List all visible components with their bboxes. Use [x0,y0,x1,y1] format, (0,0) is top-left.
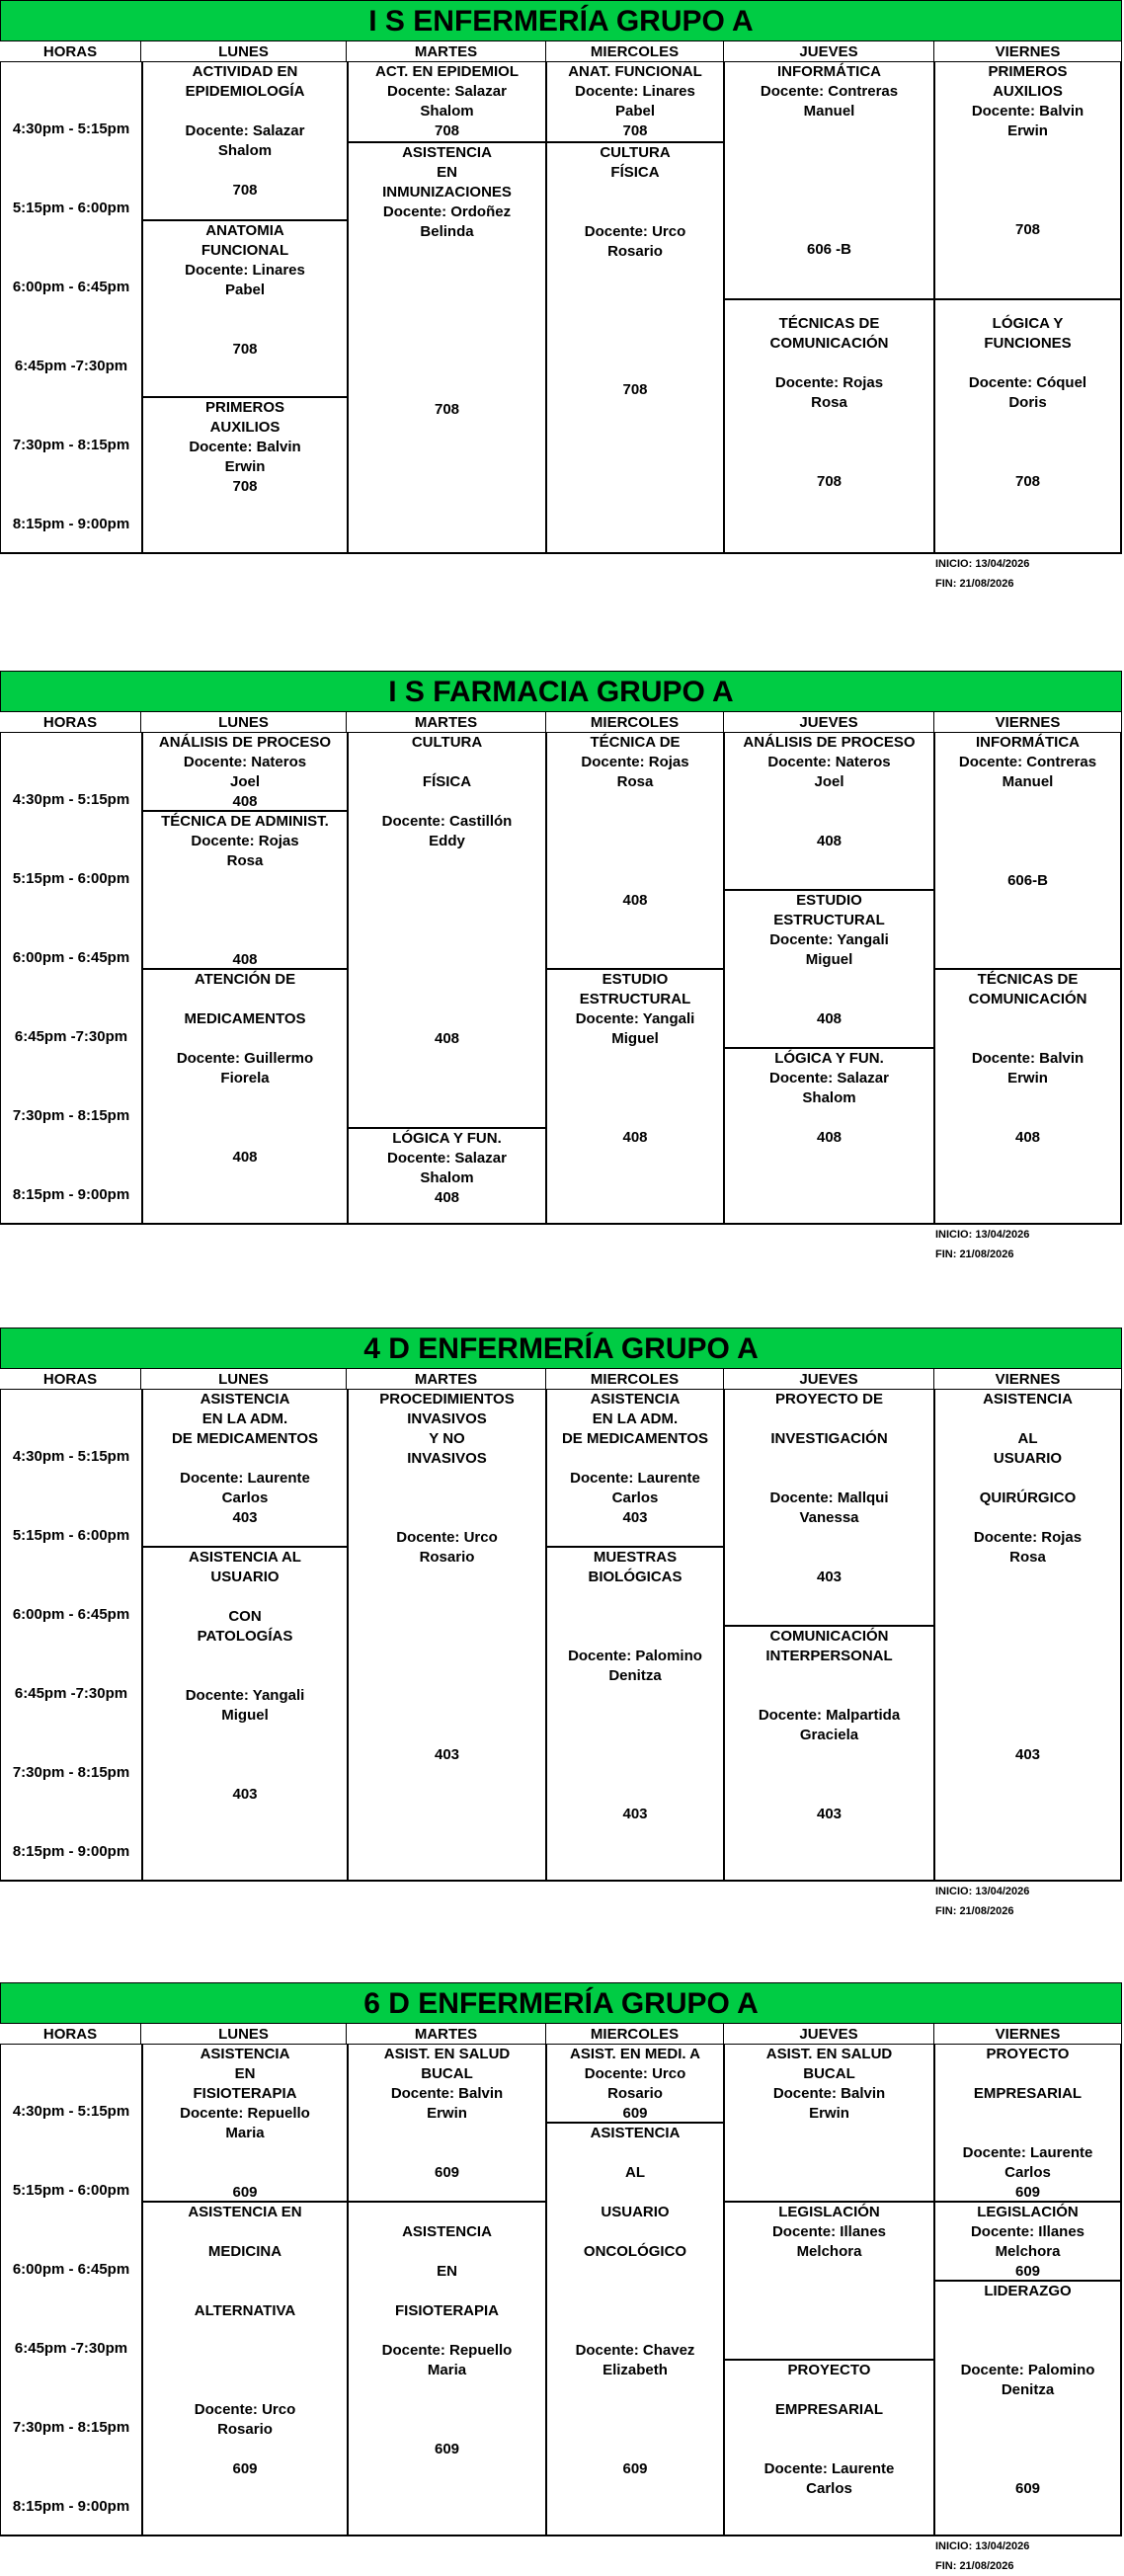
class-cell: ATENCIÓN DE MEDICAMENTOS Docente: Guillermo Fiorela 408 [176,971,314,1166]
time-slot: 7:30pm - 8:15pm [12,2419,130,2436]
start-date: INICIO: 13/04/2026 [935,1886,1030,1897]
start-date: INICIO: 13/04/2026 [935,1229,1030,1241]
schedule-grid [0,2045,1122,2536]
class-cell: PROYECTO DE INVESTIGACIÓN Docente: Mallqui Vanessa 403 [769,1391,889,1585]
class-cell: LÓGICA Y FUN. Docente: Salazar Shalom 408 [769,1050,889,1146]
class-cell: TÉCNICA DE ADMINIST. Docente: Rojas Rosa 408 [161,813,329,967]
class-cell: ASIST. EN SALUD BUCAL Docente: Balvin Erwin [765,2046,893,2122]
header-lunes: LUNES [141,712,347,733]
class-cell: CULTURA FÍSICA Docente: Castillón Eddy 408 [381,734,513,1047]
time-slot: 4:30pm - 5:15pm [12,2103,130,2120]
time-slot: 6:45pm -7:30pm [14,358,128,374]
end-date: FIN: 21/08/2026 [935,2560,1014,2572]
class-cell: TÉCNICAS DE COMUNICACIÓN Docente: Rojas Rosa 708 [769,315,889,490]
time-slot: 5:15pm - 6:00pm [12,200,130,216]
class-cell: LIDERAZGO Docente: Palomino Denitza 609 [960,2283,1095,2497]
class-cell: LEGISLACIÓN Docente: Illanes Melchora [771,2204,887,2260]
header-viernes: VIERNES [934,2024,1122,2045]
time-slot: 6:00pm - 6:45pm [12,1606,130,1623]
class-cell: ACTIVIDAD EN EPIDEMIOLOGÍA Docente: Salazar Shalom 708 [185,63,305,199]
time-slot: 6:00pm - 6:45pm [12,949,130,966]
header-jueves: JUEVES [724,41,934,62]
schedule-title: I S FARMACIA GRUPO A [0,671,1122,712]
header-horas: HORAS [0,2024,141,2045]
class-cell: ASISTENCIA AL USUARIO QUIRÚRGICO Docente: Rojas Rosa 403 [973,1391,1083,1763]
end-date: FIN: 21/08/2026 [935,1905,1014,1917]
header-lunes: LUNES [141,2024,347,2045]
start-date: INICIO: 13/04/2026 [935,2540,1030,2552]
schedule-title: 4 D ENFERMERÍA GRUPO A [0,1328,1122,1369]
class-cell: ASISTENCIA EN FISIOTERAPIA Docente: Repuello Maria 609 [180,2046,310,2200]
header-miercoles: MIERCOLES [546,41,724,62]
class-cell: MUESTRAS BIOLÓGICAS Docente: Palomino Denitza 403 [568,1549,702,1822]
class-cell: LÓGICA Y FUNCIONES Docente: Cóquel Doris 708 [968,315,1087,490]
class-cell: PRIMEROS AUXILIOS Docente: Balvin Erwin 708 [189,399,301,495]
time-slot: 6:45pm -7:30pm [14,2340,128,2357]
header-jueves: JUEVES [724,2024,934,2045]
time-slot: 7:30pm - 8:15pm [12,437,130,453]
class-cell: ACT. EN EPIDEMIOL Docente: Salazar Shalom 708 [374,63,519,139]
header-viernes: VIERNES [934,1369,1122,1390]
class-cell: ANÁLISIS DE PROCESO Docente: Nateros Joel 408 [158,734,332,809]
header-martes: MARTES [347,41,546,62]
class-cell: PRIMEROS AUXILIOS Docente: Balvin Erwin 708 [971,63,1084,238]
class-cell: ASISTENCIA AL USUARIO ONCOLÓGICO Docente: Chavez Elizabeth 609 [575,2125,695,2477]
time-slot: 8:15pm - 9:00pm [12,516,130,532]
header-martes: MARTES [347,1369,546,1390]
class-cell: COMUNICACIÓN INTERPERSONAL Docente: Malpartida Graciela 403 [758,1628,901,1822]
class-cell: ASISTENCIA EN LA ADM. DE MEDICAMENTOS Docente: Laurente Carlos 403 [171,1391,319,1526]
schedule-title: I S ENFERMERÍA GRUPO A [0,0,1122,41]
header-horas: HORAS [0,712,141,733]
class-cell: TÉCNICA DE Docente: Rojas Rosa 408 [581,734,689,909]
header-viernes: VIERNES [934,712,1122,733]
header-miercoles: MIERCOLES [546,1369,724,1390]
class-cell: ASISTENCIA EN LA ADM. DE MEDICAMENTOS Docente: Laurente Carlos 403 [561,1391,709,1526]
class-cell: ASIST. EN MEDI. A Docente: Urco Rosario 609 [570,2046,700,2121]
class-cell: ANATOMIA FUNCIONAL Docente: Linares Pabel 708 [185,222,305,358]
schedule-grid [0,733,1122,1225]
time-slot: 4:30pm - 5:15pm [12,121,130,137]
class-cell: ESTUDIO ESTRUCTURAL Docente: Yangali Miguel 408 [575,971,695,1146]
end-date: FIN: 21/08/2026 [935,1248,1014,1260]
header-jueves: JUEVES [724,712,934,733]
class-cell: ANÁLISIS DE PROCESO Docente: Nateros Joel 408 [743,734,916,849]
end-date: FIN: 21/08/2026 [935,578,1014,590]
header-miercoles: MIERCOLES [546,712,724,733]
time-slot: 8:15pm - 9:00pm [12,1186,130,1203]
time-slot: 5:15pm - 6:00pm [12,2182,130,2199]
class-cell: INFORMÁTICA Docente: Contreras Manuel 606-B [958,734,1097,889]
header-martes: MARTES [347,712,546,733]
header-jueves: JUEVES [724,1369,934,1390]
class-cell: PROYECTO EMPRESARIAL Docente: Laurente Carlos [763,2362,895,2497]
time-slot: 5:15pm - 6:00pm [12,870,130,887]
class-cell: PROCEDIMIENTOS INVASIVOS Y NO INVASIVOS Docente: Urco Rosario 403 [379,1391,515,1763]
header-martes: MARTES [347,2024,546,2045]
time-slot: 6:45pm -7:30pm [14,1685,128,1702]
header-lunes: LUNES [141,41,347,62]
start-date: INICIO: 13/04/2026 [935,558,1030,570]
class-cell: PROYECTO EMPRESARIAL Docente: Laurente Carlos 609 [962,2046,1093,2200]
class-cell: LEGISLACIÓN Docente: Illanes Melchora 609 [970,2204,1085,2279]
class-cell: ASISTENCIA AL USUARIO CON PATOLOGÍAS Docente: Yangali Miguel 403 [185,1549,305,1803]
class-cell: CULTURA FÍSICA Docente: Urco Rosario 708 [584,144,686,398]
header-viernes: VIERNES [934,41,1122,62]
header-lunes: LUNES [141,1369,347,1390]
class-cell: TÉCNICAS DE COMUNICACIÓN Docente: Balvin Erwin 408 [968,971,1087,1146]
schedule-title: 6 D ENFERMERÍA GRUPO A [0,1982,1122,2024]
class-cell: ASISTENCIA EN INMUNIZACIONES Docente: Ordoñez Belinda 708 [382,144,512,418]
time-slot: 8:15pm - 9:00pm [12,2498,130,2515]
schedule-grid [0,1390,1122,1882]
class-cell: LÓGICA Y FUN. Docente: Salazar Shalom 408 [387,1130,507,1206]
header-horas: HORAS [0,41,141,62]
time-slot: 8:15pm - 9:00pm [12,1843,130,1860]
time-slot: 4:30pm - 5:15pm [12,791,130,808]
time-slot: 6:00pm - 6:45pm [12,2261,130,2278]
class-cell: ASIST. EN SALUD BUCAL Docente: Balvin Erwin 609 [383,2046,511,2181]
class-cell: ESTUDIO ESTRUCTURAL Docente: Yangali Miguel 408 [769,892,889,1027]
class-cell: ANAT. FUNCIONAL Docente: Linares Pabel 708 [568,63,702,139]
class-cell: INFORMÁTICA Docente: Contreras Manuel 606 -B [760,63,899,258]
header-horas: HORAS [0,1369,141,1390]
time-slot: 6:45pm -7:30pm [14,1028,128,1045]
class-cell: ASISTENCIA EN MEDICINA ALTERNATIVA Docente: Urco Rosario 609 [188,2204,302,2477]
time-slot: 5:15pm - 6:00pm [12,1527,130,1544]
time-slot: 7:30pm - 8:15pm [12,1107,130,1124]
class-cell: ASISTENCIA EN FISIOTERAPIA Docente: Repuello Maria 609 [381,2223,513,2457]
time-slot: 6:00pm - 6:45pm [12,279,130,295]
header-miercoles: MIERCOLES [546,2024,724,2045]
time-slot: 4:30pm - 5:15pm [12,1448,130,1465]
time-slot: 7:30pm - 8:15pm [12,1764,130,1781]
schedule-grid [0,62,1122,554]
